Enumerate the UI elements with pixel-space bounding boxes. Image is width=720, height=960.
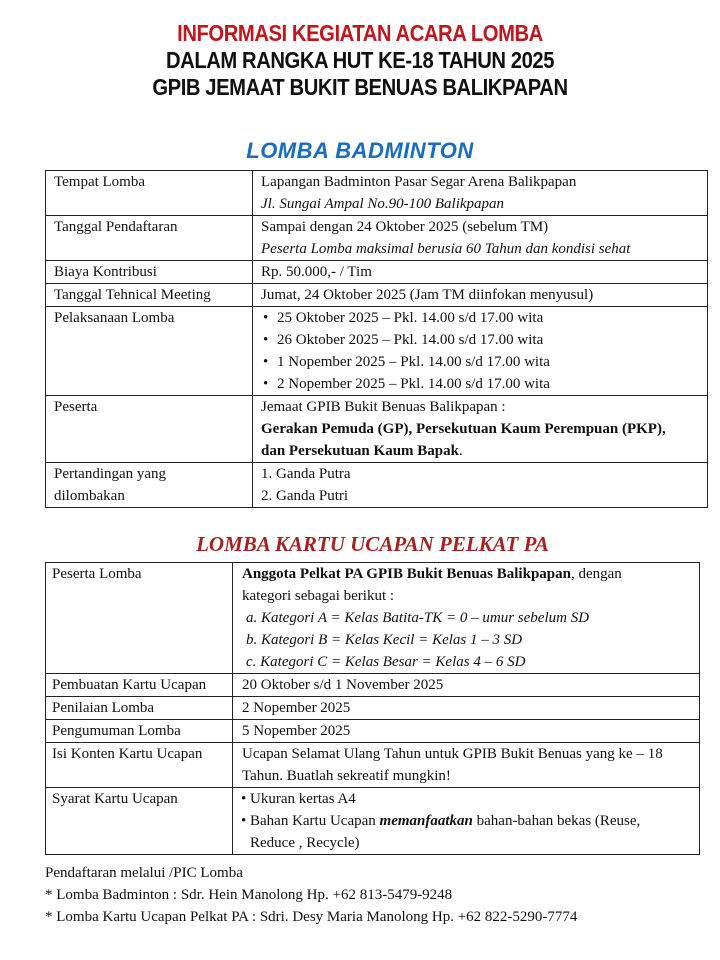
row-label: Pembuatan Kartu Ucapan <box>46 674 233 697</box>
venue-address: Jl. Sungai Ampal No.90-100 Balikpapan <box>261 196 505 212</box>
participants-suffix: , dengan <box>570 566 622 582</box>
table-row <box>46 720 700 743</box>
requirement-text: Bahan Kartu Ucapan <box>250 813 380 829</box>
row-label: Pengumuman Lomba <box>46 720 233 743</box>
table-row <box>46 284 708 307</box>
participants-groups-end <box>261 440 699 462</box>
header-title: INFORMASI KEGIATAN ACARA LOMBA <box>177 20 543 46</box>
row-label: Pelaksanaan Lomba <box>46 307 253 396</box>
header-subtitle: DALAM RANGKA HUT KE-18 TAHUN 2025 <box>165 47 555 73</box>
requirement-item <box>242 810 691 854</box>
table-row <box>46 697 700 720</box>
contact-greeting-card: * Lomba Kartu Ucapan Pelkat PA : Sdri. Desy Maria Manolong Hp. +62 822-5290-7774 <box>45 909 578 925</box>
meeting-date-value: Jumat, 24 Oktober 2025 (Jam TM diinfokan menyusul) <box>253 284 708 307</box>
participants-line <box>242 563 691 585</box>
row-value <box>253 396 708 463</box>
row-label: Syarat Kartu Ucapan <box>46 788 233 855</box>
row-label: Tanggal Pendaftaran <box>46 216 253 261</box>
table-row <box>46 743 700 788</box>
participants-intro: Jemaat GPIB Bukit Benuas Balikpapan : <box>261 399 506 415</box>
participants-groups: Gerakan Pemuda (GP), Persekutuan Kaum Perempuan (PKP), <box>261 421 666 437</box>
badminton-info-table <box>45 170 708 508</box>
greeting-card-info-table <box>45 562 700 855</box>
registration-contacts <box>45 862 577 928</box>
row-value <box>233 743 700 788</box>
requirement-text: bahan-bahan bekas (Reuse, <box>472 813 641 829</box>
registration-deadline: Sampai dengan 24 Oktober 2025 (sebelum TM) <box>261 219 549 235</box>
table-row <box>46 171 708 216</box>
table-row <box>46 261 708 284</box>
schedule-item: • 1 Nopember 2025 – Pkl. 14.00 s/d 17.00 wita <box>261 351 699 373</box>
participants-period: . <box>458 443 463 459</box>
row-label-line: dilombakan <box>54 488 125 504</box>
category-item: 1. Ganda Putra <box>261 466 351 482</box>
announcement-date-value: 5 Nopember 2025 <box>233 720 700 743</box>
document-header <box>0 20 720 101</box>
row-label-line: Pertandingan yang <box>54 466 167 482</box>
row-value <box>233 563 700 674</box>
creation-period-value: 20 Oktober s/d 1 November 2025 <box>233 674 700 697</box>
category-item: a. Kategori A = Kelas Batita-TK = 0 – umur sebelum SD <box>246 610 590 626</box>
content-line: Tahun. Buatlah sekreatif mungkin! <box>242 768 451 784</box>
contacts-heading: Pendaftaran melalui /PIC Lomba <box>45 865 243 881</box>
greeting-card-section-title: LOMBA KARTU UCAPAN PELKAT PA <box>196 532 549 556</box>
requirement-emphasis: memanfaatkan <box>379 813 473 829</box>
row-value <box>253 463 708 508</box>
row-label: Penilaian Lomba <box>46 697 233 720</box>
badminton-section-title: LOMBA BADMINTON <box>246 138 474 163</box>
category-item: c. Kategori C = Kelas Besar = Kelas 4 – 6 SD <box>246 654 526 670</box>
participants-groups-last: dan Persekutuan Kaum Bapak <box>261 443 459 459</box>
row-label <box>46 463 253 508</box>
schedule-item: • 2 Nopember 2025 – Pkl. 14.00 s/d 17.00 wita <box>261 373 699 395</box>
row-value <box>253 171 708 216</box>
requirement-item: • Ukuran kertas A4 <box>242 788 691 810</box>
table-row <box>46 463 708 508</box>
requirement-text: Reduce , Recycle) <box>250 835 360 851</box>
category-item: b. Kategori B = Kelas Kecil = Kelas 1 – 3 SD <box>246 632 523 648</box>
row-label: Peserta <box>46 396 253 463</box>
venue-name: Lapangan Badminton Pasar Segar Arena Balikpapan <box>261 174 577 190</box>
row-value <box>253 216 708 261</box>
row-label: Tempat Lomba <box>46 171 253 216</box>
content-line: Ucapan Selamat Ulang Tahun untuk GPIB Bukit Benuas yang ke – 18 <box>242 746 663 762</box>
row-label: Isi Konten Kartu Ucapan <box>46 743 233 788</box>
row-label: Peserta Lomba <box>46 563 233 674</box>
schedule-item: • 25 Oktober 2025 – Pkl. 14.00 s/d 17.00 wita <box>261 307 699 329</box>
requirements-list <box>242 788 691 854</box>
table-row <box>46 674 700 697</box>
row-label: Biaya Kontribusi <box>46 261 253 284</box>
table-row <box>46 563 700 674</box>
header-organization: GPIB JEMAAT BUKIT BENUAS BALIKPAPAN <box>152 74 568 100</box>
contact-badminton: * Lomba Badminton : Sdr. Hein Manolong Hp. +62 813-5479-9248 <box>45 887 453 903</box>
table-row <box>46 788 700 855</box>
registration-note: Peserta Lomba maksimal berusia 60 Tahun dan kondisi sehat <box>261 241 631 257</box>
schedule-list <box>261 307 699 395</box>
judging-date-value: 2 Nopember 2025 <box>233 697 700 720</box>
row-value <box>233 788 700 855</box>
table-row <box>46 307 708 396</box>
fee-value: Rp. 50.000,- / Tim <box>253 261 708 284</box>
table-row <box>46 396 708 463</box>
categories-intro: kategori sebagai berikut : <box>242 588 395 604</box>
row-value <box>253 307 708 396</box>
table-row <box>46 216 708 261</box>
row-label: Tanggal Tehnical Meeting <box>46 284 253 307</box>
schedule-item: • 26 Oktober 2025 – Pkl. 14.00 s/d 17.00 wita <box>261 329 699 351</box>
participants-bold: Anggota Pelkat PA GPIB Bukit Benuas Balikpapan <box>242 566 571 582</box>
category-item: 2. Ganda Putri <box>261 488 349 504</box>
